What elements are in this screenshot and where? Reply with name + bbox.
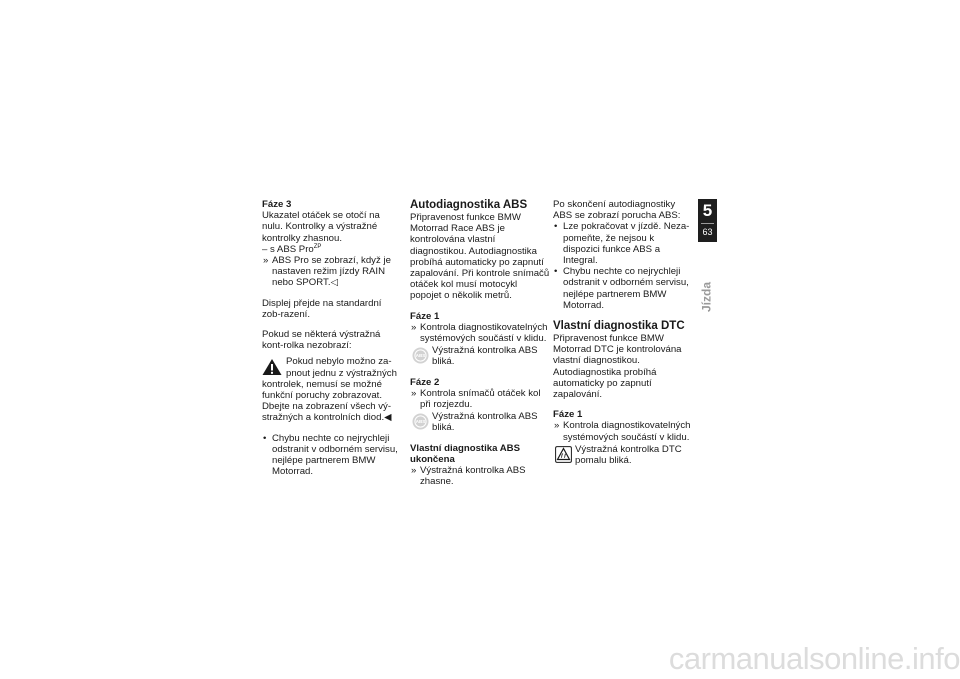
abs-pro-sup: ZP (313, 243, 322, 250)
abs-pro-label: s ABS Pro (270, 243, 314, 255)
chapter-number: 5 (702, 201, 713, 220)
bullet-marker: • (554, 266, 558, 278)
faze3-text: Ukazatel otáček se otočí na nulu. Kontrolky a výstražné kontrolky zhasnou. (262, 210, 380, 244)
abs-faze2-lamp (410, 411, 550, 433)
abs-pro-variant (262, 244, 402, 255)
faze3-heading: Fáze 3 (262, 199, 292, 210)
abs-faze2-step (410, 388, 550, 410)
lamp-missing-text: Pokud se některá výstražná kont-rolka nezobrazí: (262, 329, 381, 352)
abs-faze1-lamp (410, 345, 550, 367)
column-middle (410, 199, 550, 487)
bullet-2-text: Chybu nechte co nejrychleji odstranit v odborném servisu, nejlépe partnerem BMW Motorrad. (563, 266, 689, 311)
abs-faze1-heading: Fáze 1 (410, 310, 440, 322)
warning-end-icon: ◀ (384, 412, 392, 424)
list-item (553, 266, 693, 311)
chapter-tab (698, 199, 717, 242)
display-text: Displej přejde na standardní zob-razení. (262, 297, 382, 320)
step-marker: » (411, 387, 417, 399)
abs-faze1-step-text: Kontrola diagnostikovatelných systémových součástí v klidu. (420, 321, 548, 345)
abs-lamp-icon (412, 413, 429, 430)
abs-lamp-icon-text: ABS (415, 353, 426, 359)
bullet-marker: • (554, 221, 558, 233)
bullet-1-text: Lze pokračovat v jízdě. Neza-pomeňte, že nejsou k dispozici funkce ABS a Integral. (563, 221, 690, 267)
step-marker: » (554, 420, 560, 432)
step-marker: » (411, 321, 417, 333)
warning-text-lead: Pokud nebylo možno za-pnout jednu z výstražných (286, 356, 397, 379)
list-item (553, 221, 693, 266)
list-item (262, 433, 402, 478)
abs-lamp-icon (412, 347, 429, 364)
chapter-tab-divider (701, 223, 714, 224)
dtc-faze1-step-text: Kontrola diagnostikovatelných systémových součástí v klidu. (563, 420, 691, 443)
abs-after-text: Po skončení autodiagnostiky ABS se zobrazí porucha ABS: (553, 199, 681, 222)
abs-pro-end-icon: ◁ (330, 277, 338, 289)
chapter-side-label (700, 280, 714, 314)
step-marker: » (411, 465, 417, 477)
chapter-label: Jízda (699, 281, 714, 313)
column-left (262, 199, 402, 477)
dtc-faze1-lamp-text: Výstražná kontrolka DTC pomalu bliká. (575, 443, 682, 467)
abs-faze1-lamp-text: Výstražná kontrolka ABS bliká. (432, 345, 538, 368)
dtc-intro: Připravenost funkce BMW Motorrad DTC je kontrolována vlastní diagnostikou. Autodiagnostika probíhá automaticky po zapnutí zapalování. (553, 333, 682, 401)
dtc-title: Vlastní diagnostika DTC (553, 320, 685, 333)
abs-lamp-icon-text: ABS (415, 419, 426, 425)
warning-text-tail: kontrolek, nemusí se možné funkční poruchy zobrazovat. Dbejte na zobrazení všech vý-stražných a kontrolních diod. (262, 378, 392, 424)
bullet-marker: • (263, 432, 267, 444)
dtc-faze1-step (553, 420, 693, 442)
bullet-text: Chybu nechte co nejrychleji odstranit v odborném servisu, nejlépe partnerem BMW Motorrad. (272, 432, 398, 478)
abs-end-step (410, 465, 550, 487)
abs-faze2-step-text: Kontrola snímačů otáček kol při rozjezdu. (420, 387, 541, 411)
dtc-warning-lamp-icon (555, 446, 572, 463)
warning-note (262, 356, 402, 423)
warning-triangle-icon (262, 358, 282, 376)
abs-title: Autodiagnostika ABS (410, 199, 528, 211)
dtc-faze1-lamp (553, 444, 693, 466)
dtc-faze1-heading: Fáze 1 (553, 409, 583, 421)
abs-end-step-text: Výstražná kontrolka ABS zhasne. (420, 465, 526, 488)
column-right (553, 199, 693, 466)
abs-faze2-lamp-text: Výstražná kontrolka ABS bliká. (432, 411, 538, 434)
watermark: carmanualsonline.info (668, 641, 960, 676)
abs-end-heading: Vlastní diagnostika ABS ukončena (410, 442, 520, 465)
abs-faze2-heading: Fáze 2 (410, 376, 440, 388)
dash-marker: – (262, 243, 268, 255)
step-marker: » (263, 255, 269, 267)
abs-faze1-step (410, 322, 550, 344)
abs-pro-step (262, 255, 402, 289)
page-number: 63 (702, 227, 713, 237)
abs-intro: Připravenost funkce BMW Motorrad Race ABS je kontrolována vlastní diagnostikou. Autodiagnostika probíhá automaticky po zapnutí zapalování. Při kontrole snímačů otáček kol musí motocykl popojet o několik metrů. (410, 212, 550, 302)
abs-pro-step-text: ABS Pro se zobrazí, když je nastaven režim jízdy RAIN nebo SPORT. (272, 255, 391, 289)
